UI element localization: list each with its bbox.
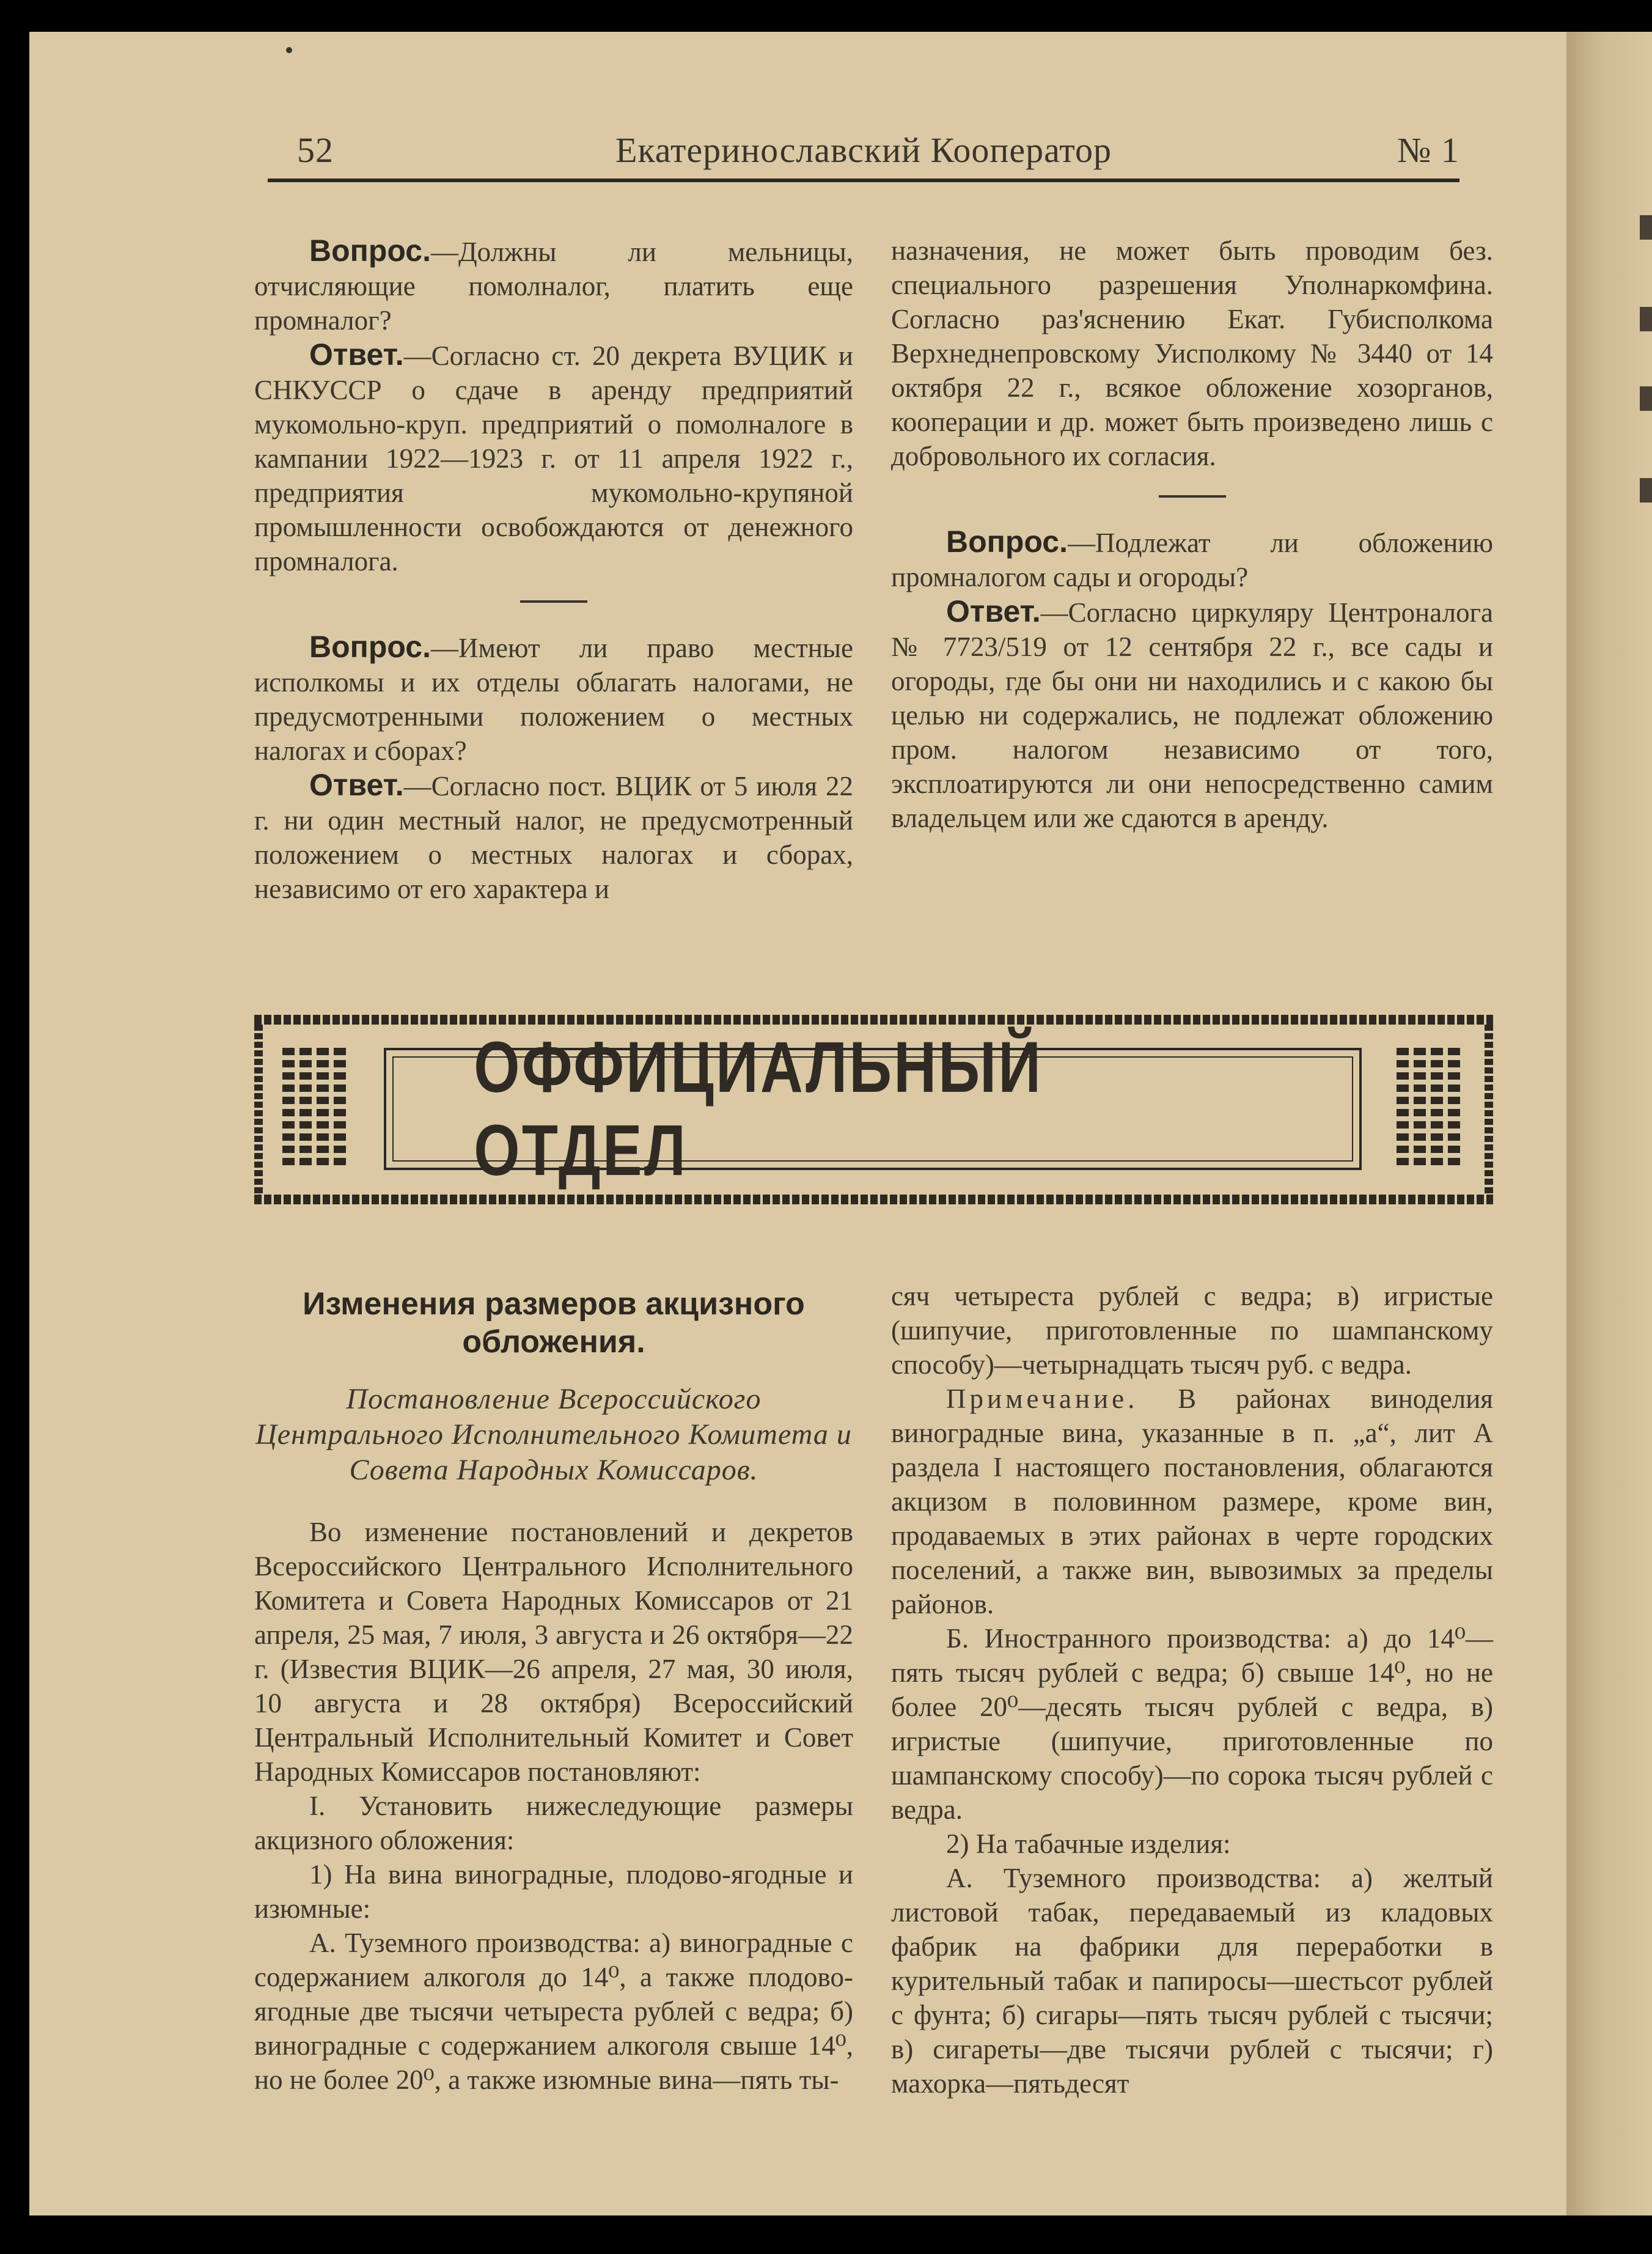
answer-text: —Согласно ст. 20 декрета ВУЦИК и СНКУССР о сдаче в аренду предприятий мукомольно-круп. предприятий о помолналоге в кампании 1922—1923 г. от 11 апреля 1922 г., предприятия мукомольно-крупяной промышленности освобождаются от денежного промналога. [254, 341, 853, 576]
question-label: Вопрос. [946, 525, 1068, 559]
question-1 [254, 234, 853, 337]
adjacent-text-fragment [1640, 215, 1652, 240]
print-speck [286, 47, 292, 53]
page-number: 52 [297, 130, 334, 170]
article-title: Изменения размеров акцизного обложения. [303, 1286, 805, 1360]
banner-right-border [1485, 1025, 1493, 1195]
banner-ornament-right [1397, 1048, 1465, 1170]
banner-left-border [254, 1025, 263, 1195]
separator-rule [1159, 495, 1226, 498]
article-item-2: 2) На табачные изделия: [946, 1829, 1231, 1859]
column-left-top [254, 234, 853, 906]
question-text: —Подлежат ли обложению промналогом сады и огороды? [891, 528, 1493, 592]
decree-subtitle: Постановление Всероссийского Центрального Исполнительного Комитета и Совета Народных Комиссаров. [255, 1383, 852, 1486]
banner-top-border [254, 1015, 1493, 1025]
adjacent-text-fragment [1640, 307, 1652, 331]
article-section-i: I. Установить нижеследующие размеры акцизного обложения: [254, 1791, 853, 1855]
question-2 [254, 630, 853, 768]
article-item-1a: А. Туземного производства: а) виноградные с содержанием алкоголя до 14⁰, а также плодово-ягодные две тысячи четыреста рублей с ведра; б) виноградные с содержанием алкоголя свыше 14⁰, но не более 20⁰, а также изюмные вина—пять ты- [254, 1928, 853, 2095]
banner-bottom-border [254, 1195, 1493, 1204]
question-label: Вопрос. [309, 234, 431, 268]
running-head [268, 117, 1459, 185]
adjacent-text-fragment [1640, 386, 1652, 411]
column-right-bottom [891, 1279, 1493, 2101]
publication-title: Екатеринославский Кооператор [615, 130, 1112, 170]
newspaper-page [29, 32, 1566, 2215]
adjacent-text-fragment [1640, 478, 1652, 503]
issue-number: № 1 [1397, 130, 1459, 170]
answer-text: —Согласно пост. ВЦИК от 5 июля 22 г. ни один местный налог, не предусмотренный положением о местных налогах и сборах, независимо от его характера и [254, 771, 853, 904]
article-item-2a: А. Туземного производства: а) желтый листовой табак, передаваемый из кладовых фабрик на фабрики для переработки в курительный табак и папиросы—шестьсот рублей с фунта; б) сигары—пять тысяч рублей с тысячи; в) сигареты—две тысячи рублей с тысячи; г) махорка—пятьдесят [891, 1863, 1493, 2099]
column-right-top [891, 234, 1493, 835]
answer-text: —Согласно циркуляру Центроналога № 7723/519 от 12 сентября 22 г., все сады и огороды, где бы они ни находились и с какою бы целью ни содержались, не подлежат обложению пром. налогом независимо от того, эксплоатируются ли они непосредственно самим владельцем или же сдаются в аренду. [891, 597, 1493, 833]
separator-rule [520, 600, 587, 603]
answer-label: Ответ. [309, 768, 404, 802]
answer-label: Ответ. [309, 337, 404, 372]
article-item-1a-continued: сяч четыреста рублей с ведра; в) игристые (шипучие, приготовленные по шампанскому способу)—четырнадцать тысяч руб. с ведра. [891, 1281, 1493, 1380]
question-text: —Имеют ли право местные исполкомы и их отделы облагать налогами, не предусмотренными положением о местных налогах и сборах? [254, 633, 853, 766]
question-3 [891, 525, 1493, 594]
answer-1 [254, 337, 853, 578]
answer-2 [254, 768, 853, 906]
answer-2-continued: назначения, не может быть проводим без. специального разрешения Уполнаркомфина. Согласно раз'яснению Екат. Губисполкома Верхнеднепровскому Уисполкому № 3440 от 14 октября 22 г., всякое обложение хозорганов, кооперации и др. может быть произведено лишь с добровольного их согласия. [891, 235, 1493, 471]
header-rule [268, 179, 1459, 182]
official-section-banner [254, 1015, 1493, 1204]
banner-frame [384, 1027, 1362, 1191]
article-item-1: 1) На вина виноградные, плодово-ягодные и изюмные: [254, 1859, 853, 1924]
adjacent-page-edge [1566, 32, 1652, 2215]
article-item-1b: Б. Иностранного производства: а) до 14⁰—пять тысяч рублей с ведра; б) свыше 14⁰, но не более 20⁰—десять тысяч рублей с ведра, в) игристые (шипучие, приготовленные по шампанскому способу)—по сорока тысяч рублей с ведра. [891, 1623, 1493, 1825]
question-label: Вопрос. [309, 630, 431, 664]
banner-ornament-left [282, 1048, 351, 1170]
answer-label: Ответ. [946, 594, 1041, 628]
column-left-bottom [254, 1279, 853, 2097]
question-text: —Должны ли мельницы, отчисляющие помолналог, платить еще промналог? [254, 237, 853, 336]
article-intro: Во изменение постановлений и декретов Всероссийского Центрального Исполнительного Комитета и Совета Народных Комиссаров от 21 апреля, 25 мая, 7 июля, 3 августа и 26 октября—22 г. (Известия ВЦИК—26 апреля, 27 мая, 30 июля, 10 августа и 28 октября) Всероссийский Центральный Исполнительный Комитет и Совет Народных Комиссаров постановляют: [254, 1517, 853, 1787]
banner-title: ОФФИЦИАЛЬНЫЙ ОТДЕЛ [474, 1027, 1043, 1191]
answer-3 [891, 594, 1493, 835]
note-label: Примечание. [946, 1383, 1139, 1414]
note-text: В районах виноделия виноградные вина, указанные в п. „а“, лит А раздела I настоящего постановления, облагаются акцизом в половинном размере, кроме вин, продаваемых в этих районах в черте городских поселений, а также вин, вывозимых за пределы районов. [891, 1383, 1493, 1619]
article-note [891, 1382, 1493, 1621]
